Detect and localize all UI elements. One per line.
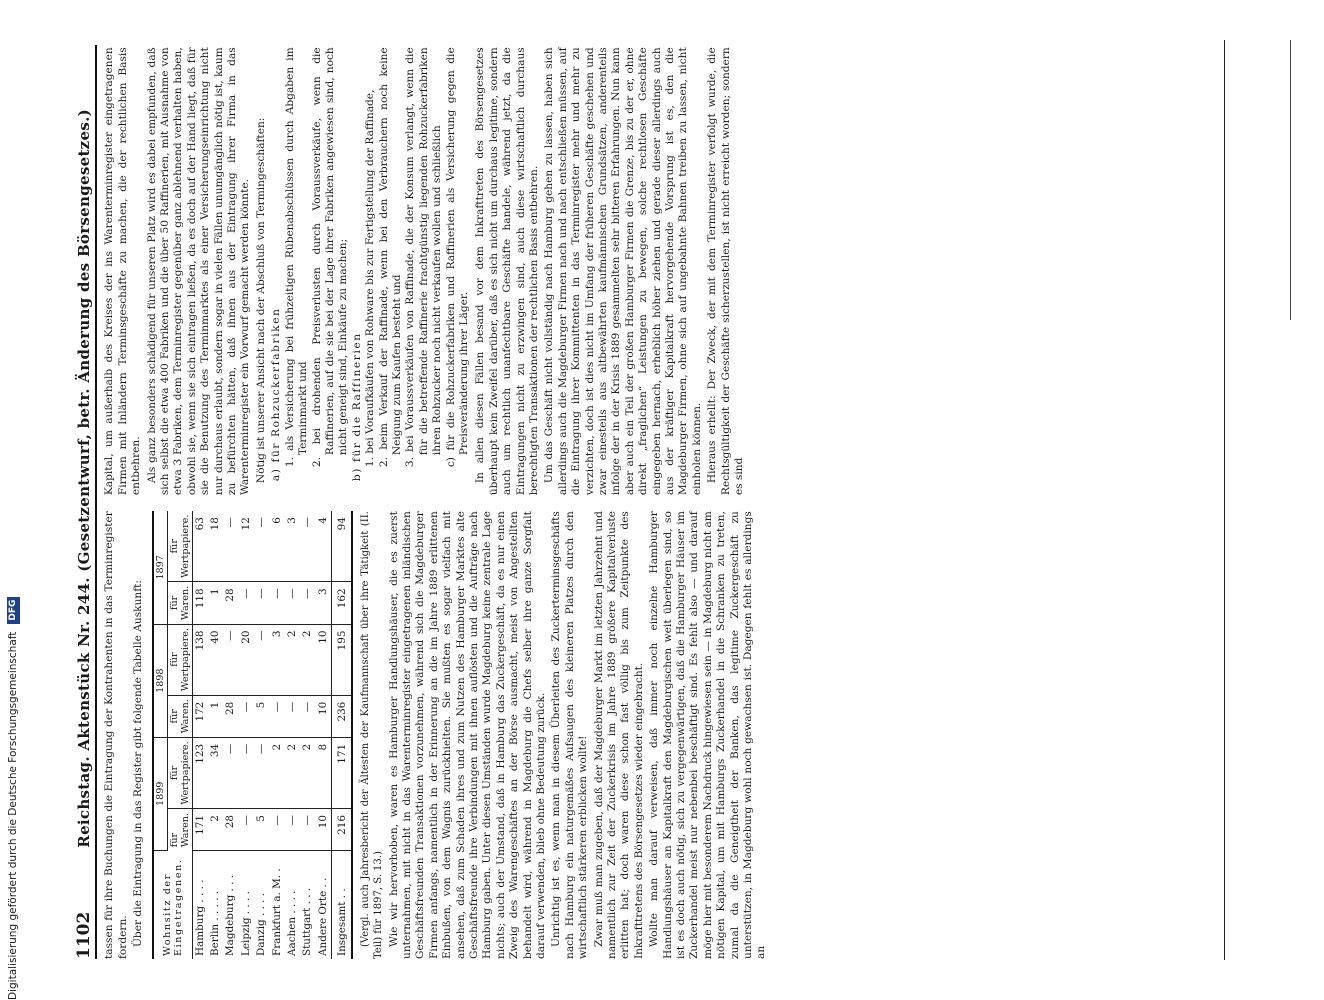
list-item: 1. als Versicherung bei frühzeitigen Rübenabschlüssen durch Abgaben im Terminmarkt und [283, 47, 310, 468]
table-row [239, 511, 254, 959]
table-cell: 28 [223, 809, 238, 851]
table-row [192, 511, 208, 959]
paragraph: Kapital, um außerhalb des Kreises der ins Warenterminregister eingetragenen Firmen mit Inländern Terminsgeschäfte zu machen, die der rechtlichen Basis entbehren. [103, 47, 143, 496]
table-cell: 3 [285, 511, 300, 582]
table-cell: — [254, 582, 269, 624]
left-column [103, 511, 770, 959]
row-place: Andere Orte . . [316, 877, 329, 956]
paragraph: Um das Geschäft nicht vollständig nach Hamburg gehen zu lassen, haben sich allerdings auch die Magdeburger Firmen nach und nach entschließen müssen, auf die Eintragung ihrer Kommittenten in das Terminregister mehr und mehr zu verzichten, doch ist dies nicht im Umfang der früheren Geschäfte geschehen und zwar einesteils aus altbewährten kaufmännischen Grundsätzen, anderenteils infolge der in der Krisis 1889 gesammelten sehr bitteren Erfahrungen. Nun kann aber auch ein Teil der großen Hamburger Firmen die Grenze, bis zu der er, ohne direkt „fraglichen“ Leistungen zu bewegen, solche rechtlosen Geschäfte eingegeben hernach, erheblich höher ziehen und gerade dieser allerdings auch aus der kräftiger Kapitalkraft hervorgehende Vorsprung ist es, den die Magdeburger Firmen, ohne sich auf ungebahnte Bahnen treiben zu lassen, nicht einholen können. [543, 47, 703, 496]
table-cell: — [285, 695, 300, 737]
row-place: Magdeburg . . . [224, 874, 237, 956]
table-cell: 6 [270, 511, 285, 582]
scan-edge-rule [1290, 40, 1291, 320]
table-cell: — [239, 582, 254, 624]
table-cell: 10 [316, 695, 332, 737]
list-item: 2. beim Verkauf der Raffinade, wenn bei den Verbrauchern noch keine Neigung zum Kaufen besteht und [377, 47, 403, 468]
list-item: 1. bei Voraufkäufen von Rohware bis zur Fertigstellung der Raffinade, [364, 89, 377, 468]
table-cell: 2 [208, 809, 223, 851]
row-place: Leipzig . . . . [239, 891, 252, 956]
table-cell: — [254, 737, 269, 808]
col-header-place: Wohnsitz der Eingetragenen. [161, 858, 184, 956]
table-cell: 2 [285, 624, 300, 695]
reference-note: (Vergl. auch Jahresbericht der Ältesten der Kaufmannschaft über ihre Tätigkeit (II. Teil) für 1897, S. 13.) [359, 511, 385, 959]
table-cell: — [300, 809, 315, 851]
list-item: c) für die Rohzuckerfabriken und Raffinerien als Versicherung gegen die Preisveränderung ihrer Läger. [444, 47, 470, 468]
table-cell: — [223, 737, 238, 808]
row-place: Berlin . . . . . [209, 890, 222, 956]
table-cell: 10 [316, 624, 332, 695]
total-cell: 171 [332, 737, 352, 808]
table-row [208, 511, 223, 959]
sub-header: für Waren. [167, 695, 192, 737]
register-table [152, 511, 353, 959]
table-cell: 172 [192, 695, 208, 737]
table-cell: 12 [239, 511, 254, 582]
table-cell: 1 [208, 695, 223, 737]
page-header [76, 45, 97, 959]
year-header: 1899 [153, 737, 168, 850]
row-place: Frankfurt a. M. . [270, 868, 283, 956]
paragraph: In allen diesen Fällen besand vor dem Inkrafttreten des Börsengesetzes überhaupt kein Zweifel darüber, daß es sich nicht um durchaus legitime, sondern auch um rechtlich unanfechtbare Geschäfte handele, während jetzt, da die Eintragungen nicht zu erzwingen sind, auch diese wirtschaftlich durchaus berechtigten Transaktionen der rechtlichen Basis entbehren. [474, 47, 540, 496]
table-cell: — [270, 695, 285, 737]
table-cell: — [270, 582, 285, 624]
table-cell: — [300, 582, 315, 624]
table-cell: 40 [208, 624, 223, 695]
side-note-text: Digitalisierung gefördert durch die Deutsche Forschungsgemeinschaft [7, 631, 19, 1000]
table-cell: — [223, 511, 238, 582]
paragraph: Unrichtig ist es, wenn man in diesem Überleiten des Zuckerterminsgeschäfts nach Hamburg ein naturgemäßes Aufsaugen des kleineren Platzes durch den wirtschaftlich stärkeren erblicken wollte! [550, 511, 590, 959]
table-cell: — [285, 809, 300, 851]
paragraph: Über die Eintragung in das Register gibt folgende Tabelle Auskunft: [132, 580, 145, 947]
paragraph: Zwar muß man zugeben, daß der Magdeburger Markt im letzten Jahrzehnt und namentlich zur Zeit der Zuckerkrisis im Jahre 1889 größere Kapitalverluste erlitten hat; doch waren diese schon fast völlig bis zum Zeitpunkte des Inkrafttretens des Börsengesetzes wieder eingebracht. [592, 511, 645, 959]
side-note [6, 10, 20, 1000]
table-total-row [332, 511, 352, 959]
table-cell: 1 [208, 582, 223, 624]
table-cell: 2 [285, 737, 300, 808]
list-heading: a) für Rohzuckerfabriken [270, 307, 283, 482]
table-cell: 2 [270, 737, 285, 808]
table-cell: 5 [254, 695, 269, 737]
year-header: 1897 [153, 511, 168, 624]
paragraph: Hieraus erhellt: Der Zweck, der mit dem Terminregister verfolgt wurde, die Rechtsgültigkeit der Geschäfte sicherzustellen, ist nicht erreicht worden; sondern es sind [706, 47, 746, 496]
table-cell: 171 [192, 809, 208, 851]
table-cell: 123 [192, 737, 208, 808]
table-cell: 8 [316, 737, 332, 808]
table-cell: 28 [223, 695, 238, 737]
paragraph: tassen für ihre Buchungen die Eintragung der Kontrahenten in das Terminregister fordern. [103, 511, 129, 959]
table-row [254, 511, 269, 959]
table-cell: — [239, 809, 254, 851]
row-place: Stuttgart . . . [301, 887, 314, 956]
sub-header: für Waren. [167, 582, 192, 624]
table-cell: — [239, 695, 254, 737]
enumeration [270, 47, 471, 495]
row-place: Hamburg . . . . [193, 879, 206, 956]
table-cell: — [285, 582, 300, 624]
sub-header: für Wertpapiere. [167, 737, 192, 808]
paragraph: Nötig ist unserer Ansicht nach der Abschluß von Termingeschäften: [254, 117, 267, 484]
table-row [285, 511, 300, 959]
sub-header: für Wertpapiere. [167, 511, 192, 582]
paragraph: Wie wir hervorhoben, waren es Hamburger Handlungshäuser, die es zuerst unternahmen, mit nicht in das Warenterminregister eingetragenen inländischen Geschäftsfreunden Transaktionen vorzunehmen, während sich die Magdeburger Firmen anfangs, namentlich in der Erinnerung an die im Jahre 1889 erlittenen Einbußen, von dem Wagnis zurückhielten. Sie mußten es sogar vielfach mit ansehen, daß zum Schaden ihres und zum Nutzen des Hamburger Marktes alte Geschäftsfreunde ihre Verbindungen mit ihnen auflösten und die Aufträge nach Hamburg gaben. Unter diesen Umständen wurde Magdeburg keine zentrale Lage nichts; auch der Umstand, daß in Hamburg das Zuckergeschäft, da es nur einen Zweig des Warengeschäftes an der Börse ausmacht, meist von Angestellten behandelt wird, während in Magdeburg die Chefs selber ihre ganze Sorgfalt darauf verwenden, blieb ohne Bedeutung zurück. [387, 511, 547, 959]
running-title: Reichstag. Aktenstück Nr. 244. (Gesetzentwurf, betr. Änderung des Börsengesetzes.) [75, 109, 93, 848]
table-cell: 20 [239, 624, 254, 695]
table-cell: — [270, 809, 285, 851]
total-label: Insgesamt . . [332, 850, 352, 959]
table-cell: 4 [316, 511, 332, 582]
document-page [72, 33, 1232, 973]
table-cell: — [254, 511, 269, 582]
total-cell: 94 [332, 511, 352, 582]
two-column-body [103, 45, 770, 959]
table-cell: 2 [300, 624, 315, 695]
paragraph: Wollte man darauf verweisen, daß immer noch einzelne Hamburger Handlungshäuser an Kapitalkraft den Magdeburgischen weit überlegen sind, so ist es doch auch nötig, sich zu vergegenwärtigen, daß die Hamburger Häuser im Zuckerhandel meist nur nebenbei beschäftigt sind. Es fehlt also — und darauf möge hier mit besonderem Nachdruck hingewiesen sein — in Magdeburg nicht am nötigen Kapital, um mit Hamburgs Zuckerhandel in die Schranken zu treten, zumal da die Geneigtheit der Banken, das legitime Zuckergeschäft zu unterstützen, in Magdeburg wohl noch gewachsen ist. Dagegen fehlt es allerdings an [648, 511, 768, 959]
table-cell: 10 [316, 809, 332, 851]
row-place: Aachen . . . . [286, 890, 299, 956]
table-cell: 63 [192, 511, 208, 582]
table-cell: — [254, 624, 269, 695]
list-heading: b) für die Raffinerien [350, 332, 363, 482]
right-column [103, 47, 770, 495]
dfg-logo: DFG [7, 597, 20, 624]
table-cell: — [239, 737, 254, 808]
table-row [300, 511, 315, 959]
table-cell: — [223, 624, 238, 695]
table-row [316, 511, 332, 959]
table-row [270, 511, 285, 959]
list-item: 3. bei Voraussverkäufen von Raffinade, die der Konsum verlangt, wenn die für die betreffende Raffinerie frachtgünstig liegenden Rohzuckerfabriken ihren Rohzucker noch nicht verkaufen wollen und schließlich [404, 47, 444, 468]
table-cell: 3 [316, 582, 332, 624]
total-cell: 195 [332, 624, 352, 695]
table-cell: 34 [208, 737, 223, 808]
year-header: 1898 [153, 624, 168, 737]
total-cell: 162 [332, 582, 352, 624]
table-cell: 5 [254, 809, 269, 851]
total-cell: 236 [332, 695, 352, 737]
table-cell: 3 [270, 624, 285, 695]
sub-header: für Wertpapiere. [167, 624, 192, 695]
table-row [223, 511, 238, 959]
table-cell: — [300, 511, 315, 582]
table-cell: — [300, 695, 315, 737]
table-cell: 28 [223, 582, 238, 624]
paragraph: Als ganz besonders schädigend für unseren Platz wird es dabei empfunden, daß sich selbst die etwa 400 Fabriken und die über 50 Raffinerien, mit Ausnahme von etwa 3 Fabriken, dem Terminregister gegenüber ganz ablehnend verhalten haben, obwohl sie, wenn sie sich eintragen ließen, da es doch auf der Hand liegt, daß für sie die Benutzung des Terminmarktes als einer Versicherungseinrichtung nicht nur durchaus erlaubt, sondern sogar in vielen Fällen unumgänglich nötig ist, kaum zu befürchten hätten, daß ihnen aus der Eintragung ihrer Firma in das Warenterminregister ein Vorwurf gemacht werden könnte. [145, 47, 252, 496]
table-cell: 18 [208, 511, 223, 582]
row-place: Danzig . . . . [255, 892, 268, 956]
list-item: 2. bei drohenden Preisverlusten durch Voraussverkäufe, wenn die Raffinerien, auf die sie bei der Lage ihrer Fabriken angewiesen sind, noch nicht geneigt sind, Einkäufe zu machen; [310, 47, 350, 468]
table-cell: 118 [192, 582, 208, 624]
sub-header: für Waren. [168, 812, 191, 848]
total-cell: 216 [332, 809, 352, 851]
table-cell: 138 [192, 624, 208, 695]
table-cell: 2 [300, 737, 315, 808]
page-number: 1102 [74, 911, 94, 959]
